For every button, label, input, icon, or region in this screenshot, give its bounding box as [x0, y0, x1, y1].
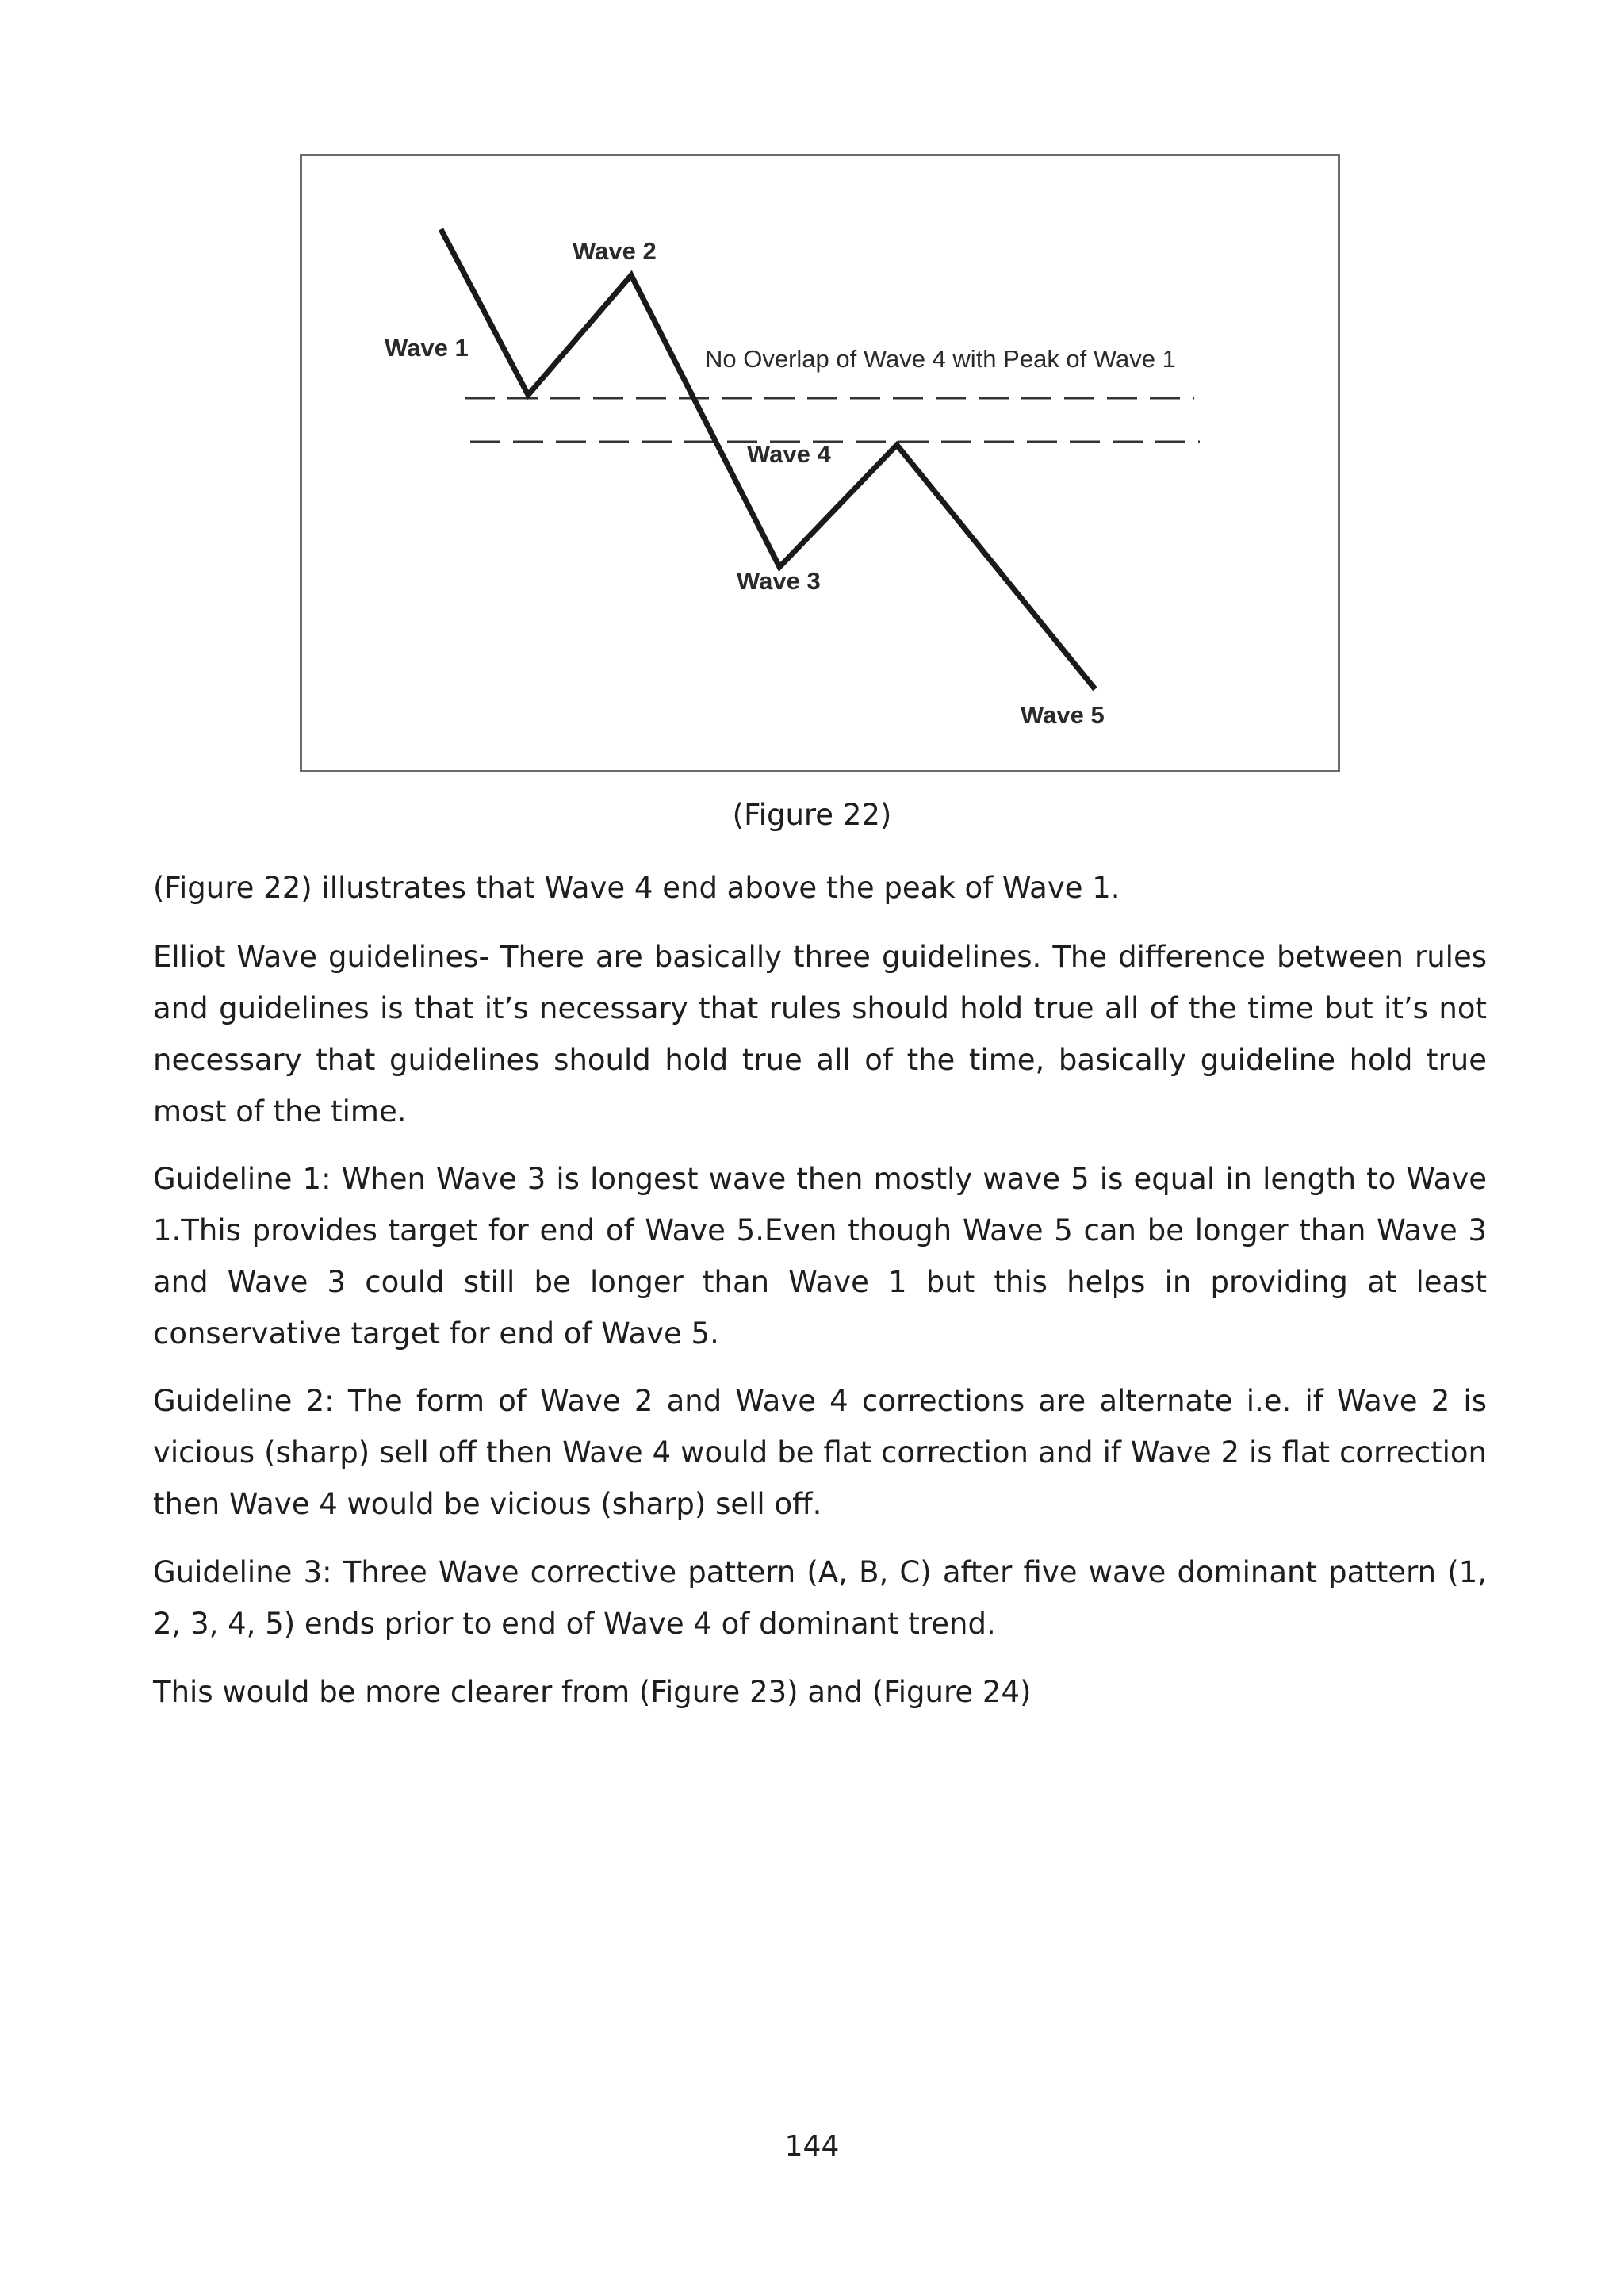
paragraph-guidelines-intro: Elliot Wave guidelines- There are basically three guidelines. The difference between rules and guidelines is that it’s necessary that rules should hold true all of the time but it’s not necessary that guidelines should hold true all of the time, basically guideline hold true most of the time.: [153, 940, 1487, 1129]
wave3-label: Wave 3: [737, 567, 821, 595]
page-number: 144: [784, 2130, 840, 2163]
figure-22-diagram: [300, 154, 1340, 772]
paragraph-figure-summary: (Figure 22) illustrates that Wave 4 end above the peak of Wave 1.: [153, 871, 1120, 905]
figure-caption: (Figure 22): [732, 798, 892, 832]
no-overlap-label: No Overlap of Wave 4 with Peak of Wave 1: [705, 345, 1176, 373]
wave4-label: Wave 4: [747, 440, 831, 468]
wave1-label: Wave 1: [385, 334, 469, 362]
paragraph-figure-reference: This would be more clearer from (Figure 23) and (Figure 24): [153, 1675, 1032, 1709]
paragraph-guideline-3: Guideline 3: Three Wave corrective pattern (A, B, C) after five wave dominant pattern (1, 2, 3, 4, 5) ends prior to end of Wave 4 of dominant trend.: [153, 1555, 1487, 1641]
wave2-label: Wave 2: [573, 237, 657, 265]
paragraph-guideline-1: Guideline 1: When Wave 3 is longest wave then mostly wave 5 is equal in length to Wave 1.This provides target for end of Wave 5.Even though Wave 5 can be longer than Wave 3 and Wave 3 could still be longer than Wave 1 but this helps in providing at least conservative target for end of Wave 5.: [153, 1162, 1487, 1351]
wave5-label: Wave 5: [1021, 701, 1105, 729]
wave-diagram-svg: [302, 156, 1338, 770]
paragraph-guideline-2: Guideline 2: The form of Wave 2 and Wave 4 corrections are alternate i.e. if Wave 2 is vicious (sharp) sell off then Wave 4 would be flat correction and if Wave 2 is flat correction then Wave 4 would be vicious (sharp) sell off.: [153, 1384, 1487, 1521]
